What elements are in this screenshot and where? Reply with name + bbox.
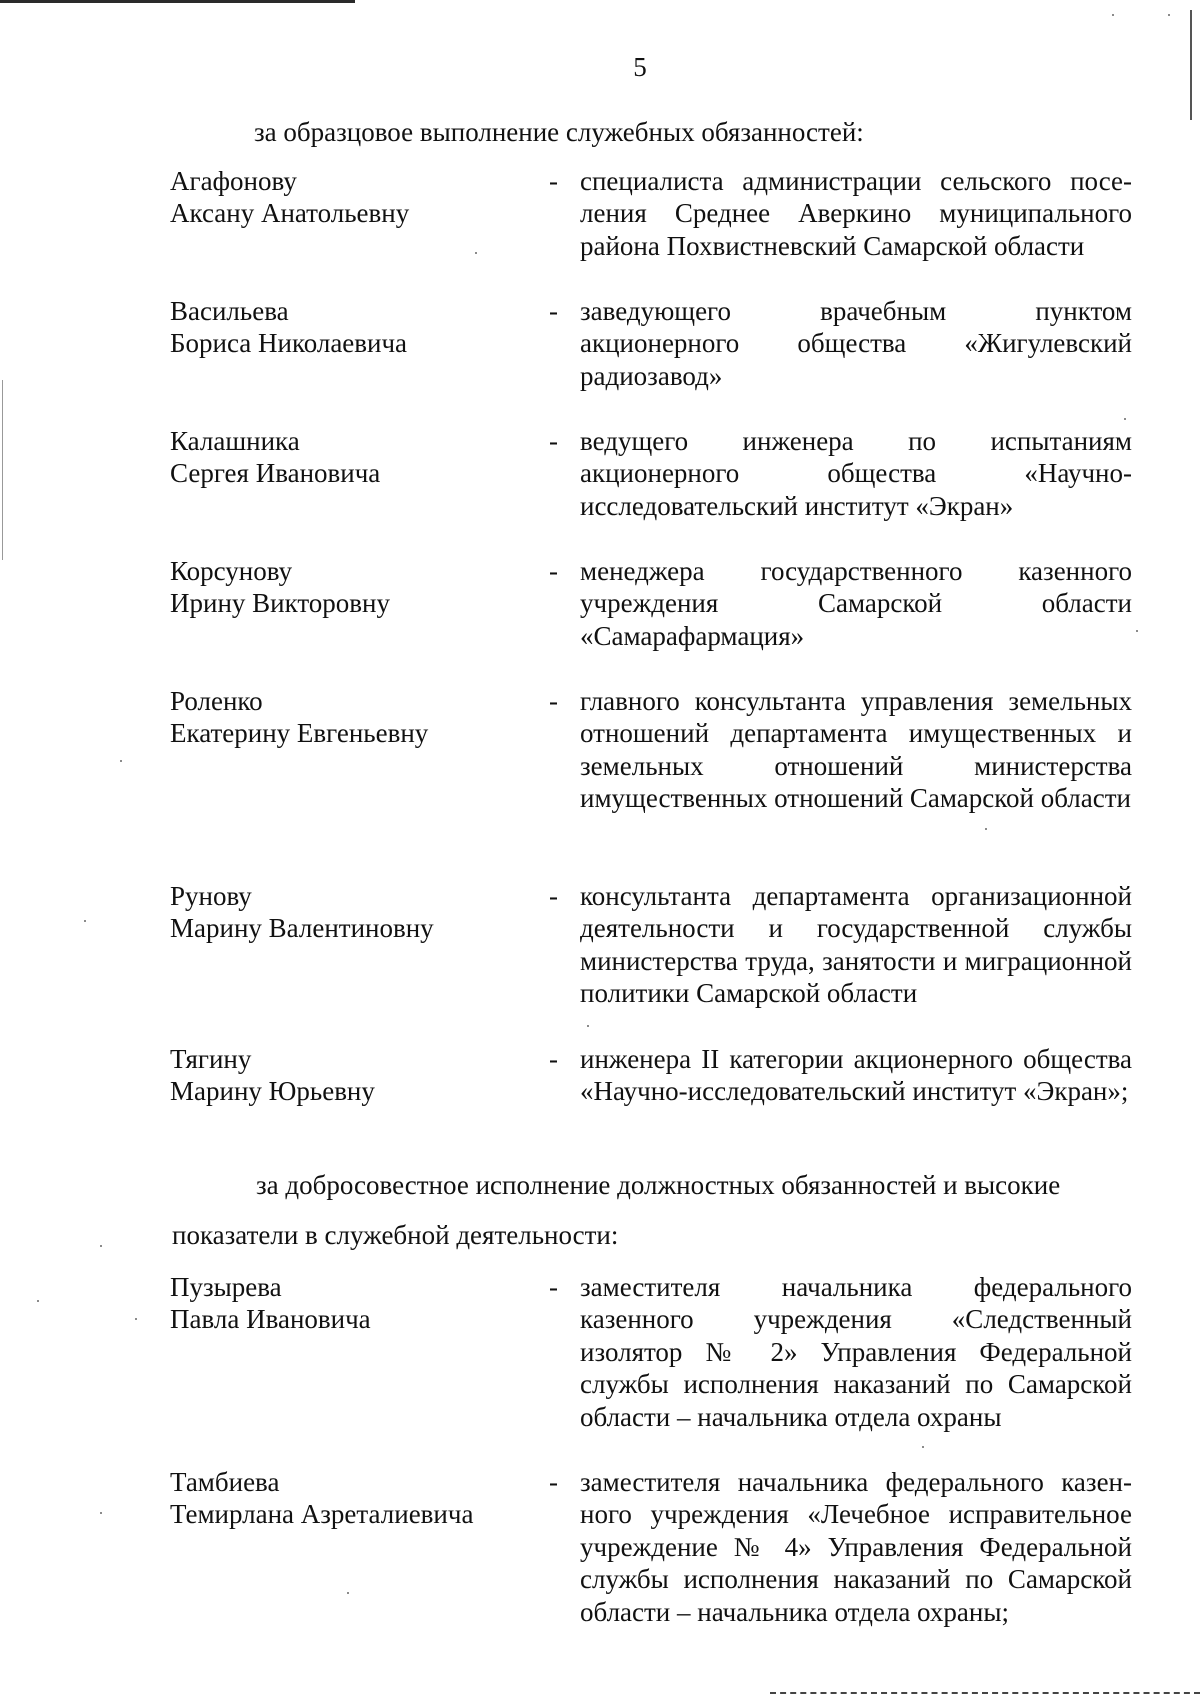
person-surname: Калашника — [170, 426, 300, 456]
person-name — [170, 555, 530, 619]
person-surname: Роленко — [170, 686, 263, 716]
person-position: заместителя начальника федерального казенного учреждения «Следственный изолятор № 2» Управления Федеральной службы исполнения наказаний по Самарской области – начальника отдела охраны — [580, 1272, 1132, 1432]
section2-heading-line1: за добросовестное исполнение должностных обязанностей и высокие — [256, 1170, 1061, 1200]
person-surname: Агафонову — [170, 166, 297, 196]
person-given-names: Павла Ивановича — [170, 1304, 371, 1334]
person-given-names: Аксану Анатольевну — [170, 198, 410, 228]
scan-speck — [135, 1318, 137, 1320]
dash-separator: - — [549, 1467, 558, 1497]
person-position: ведущего инженера по испытаниям акционерного общества «Научно-исследовательский институт «Экран» — [580, 426, 1132, 521]
person-surname: Тягину — [170, 1044, 252, 1074]
person-given-names: Ирину Викторовну — [170, 588, 391, 618]
person-position: менеджера государственного казенного учреждения Самарской области «Самарафармация» — [580, 556, 1132, 651]
dash-separator: - — [549, 881, 558, 911]
scan-speck — [1124, 418, 1126, 420]
person-given-names: Сергея Ивановича — [170, 458, 381, 488]
scan-speck — [1168, 14, 1170, 16]
person-surname: Васильева — [170, 296, 289, 326]
scan-edge-top — [0, 0, 355, 3]
person-position: инженера II категории акционерного общества «Научно-исследовательский институт «Экран»; — [580, 1044, 1132, 1107]
scan-speck — [37, 1300, 39, 1302]
person-position: главного консультанта управления земельных отношений департамента имущественных и земельных отношений министерства имущественных отношений Самарской области — [580, 686, 1132, 814]
scan-speck — [1112, 14, 1114, 16]
page-number: 5 — [633, 52, 647, 82]
dash-separator: - — [549, 1044, 558, 1074]
scan-edge-left — [2, 380, 3, 560]
scan-speck — [985, 828, 987, 830]
scan-speck — [120, 760, 122, 762]
dash-separator: - — [549, 556, 558, 586]
person-given-names: Марину Валентиновну — [170, 913, 434, 943]
section1-heading: за образцовое выполнение служебных обязанностей: — [254, 117, 864, 147]
dash-separator: - — [549, 686, 558, 716]
section2-heading-line2: показатели в служебной деятельности: — [172, 1220, 619, 1250]
dash-separator: - — [549, 1272, 558, 1302]
person-name — [170, 685, 530, 749]
person-name — [170, 880, 530, 944]
person-given-names: Бориса Николаевича — [170, 328, 408, 358]
person-surname: Пузырева — [170, 1272, 282, 1302]
scan-speck — [922, 1446, 924, 1448]
person-name — [170, 425, 530, 489]
person-surname: Тамбиева — [170, 1467, 280, 1497]
person-position: заведующего врачебным пунктом акционерного общества «Жигулевский радиозавод» — [580, 296, 1132, 391]
dash-separator: - — [549, 426, 558, 456]
scan-speck — [347, 1592, 349, 1594]
dash-separator: - — [549, 166, 558, 196]
person-name — [170, 1043, 530, 1107]
scan-edge-bottom — [770, 1692, 1200, 1694]
scan-speck — [587, 1025, 589, 1027]
person-position: консультанта департамента организационной деятельности и государственной службы министерства труда, занятости и миграционной политики Самарской области — [580, 881, 1132, 1009]
person-given-names: Екатерину Евгеньевну — [170, 718, 429, 748]
scan-speck — [84, 920, 86, 922]
person-given-names: Темирлана Азреталиевича — [170, 1499, 474, 1529]
person-position: специалиста администрации сельского поселения Среднее Аверкино муниципального района Похвистневский Самарской области — [580, 166, 1132, 261]
dash-separator: - — [549, 296, 558, 326]
person-name — [170, 295, 530, 359]
person-name — [170, 1466, 530, 1530]
scan-speck — [100, 1512, 102, 1514]
person-surname: Корсунову — [170, 556, 293, 586]
person-surname: Рунову — [170, 881, 252, 911]
person-given-names: Марину Юрьевну — [170, 1076, 375, 1106]
scan-speck — [100, 1245, 102, 1247]
person-name — [170, 1271, 530, 1335]
scan-speck — [1136, 630, 1138, 632]
scan-speck — [475, 252, 477, 254]
person-name — [170, 165, 530, 229]
person-position: заместителя начальника федерального казенного учреждения «Лечебное исправительное учреждение № 4» Управления Федеральной службы исполнения наказаний по Самарской области – начальника отдела охраны; — [580, 1467, 1132, 1627]
